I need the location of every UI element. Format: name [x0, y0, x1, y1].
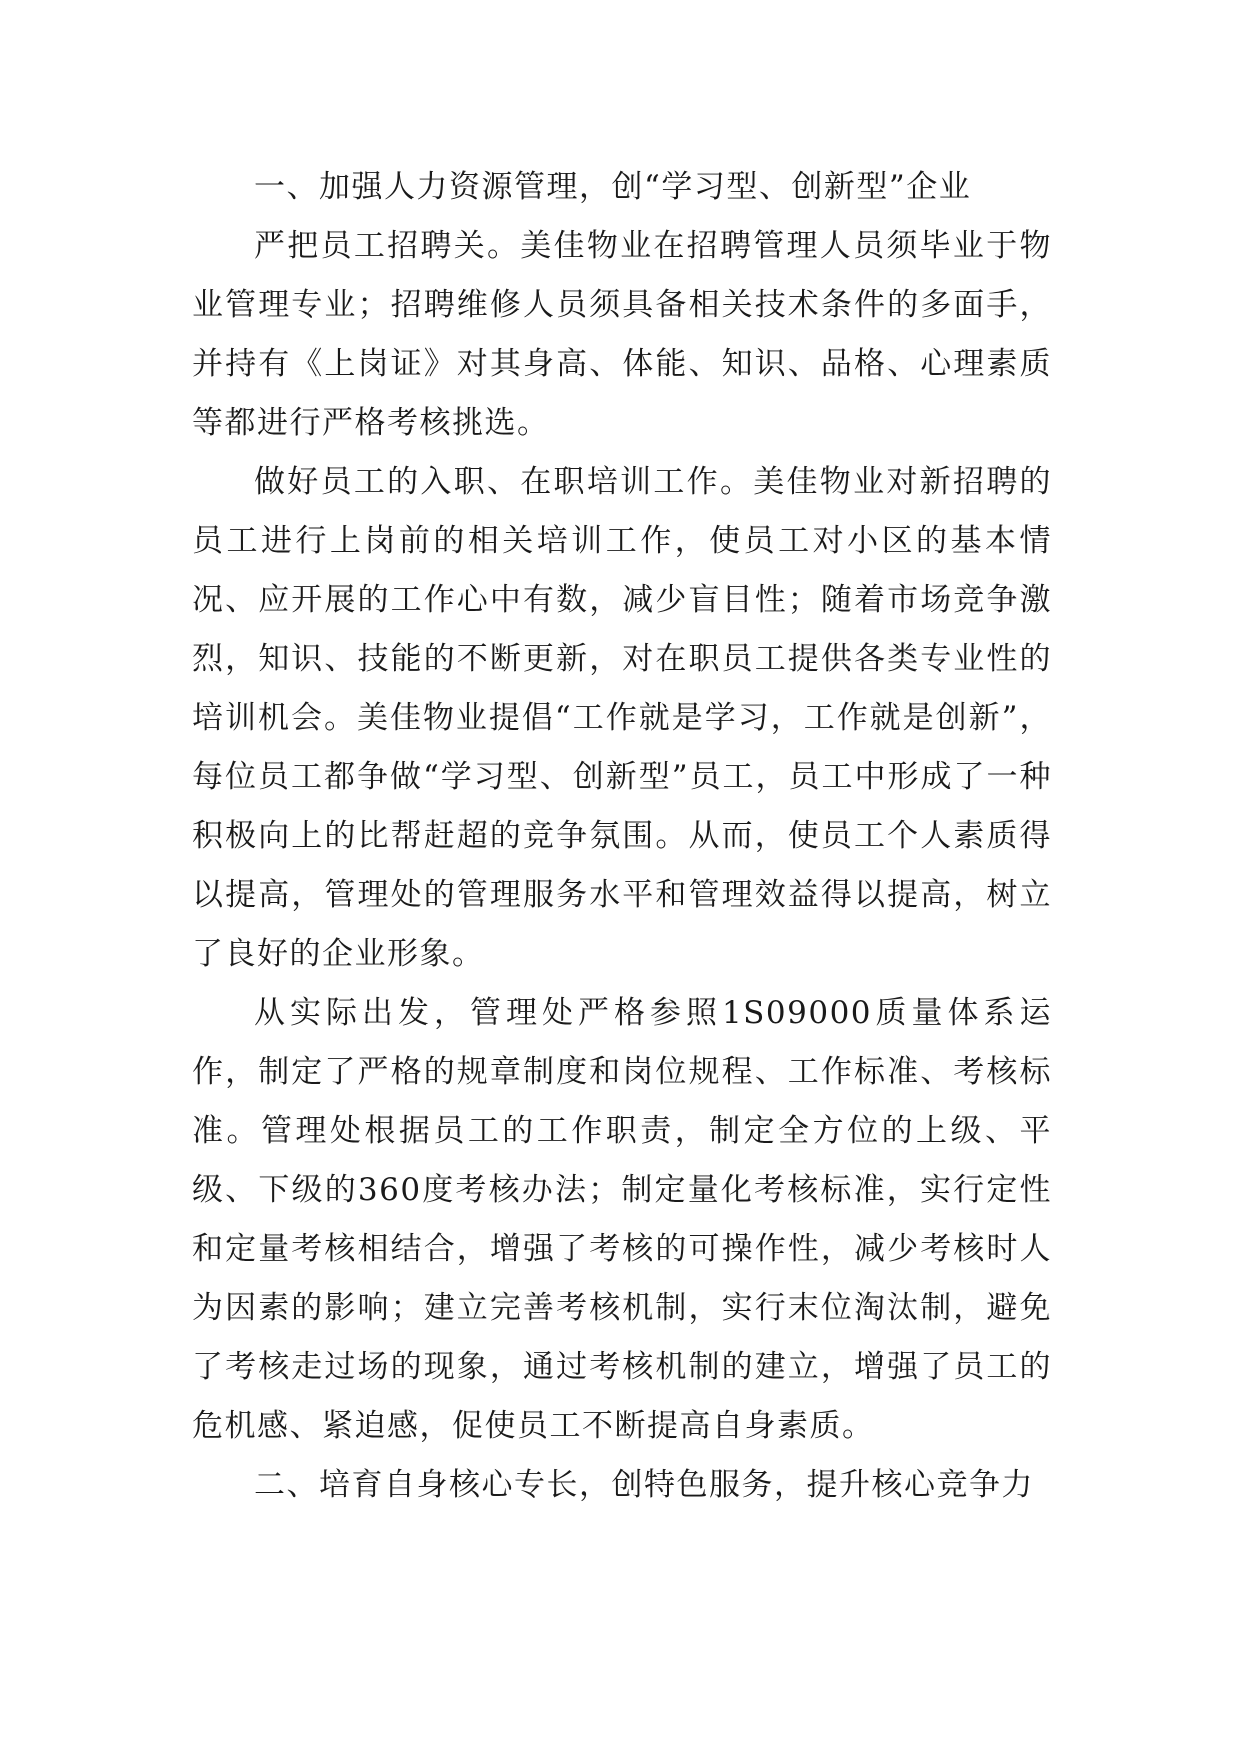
paragraph-recruitment: 严把员工招聘关。美佳物业在招聘管理人员须毕业于物业管理专业；招聘维修人员须具备相关技术条件的多面手，并持有《上岗证》对其身高、体能、知识、品格、心理素质等都进行严格考核挑选。 [192, 228, 1052, 441]
paragraph-training: 做好员工的入职、在职培训工作。美佳物业对新招聘的员工进行上岗前的相关培训工作，使员工对小区的基本情况、应开展的工作心中有数，减少盲目性；随着市场竞争激烈，知识、技能的不断更新，对在职员工提供各类专业性的培训机会。美佳物业提倡“工作就是学习，工作就是创新”，每位员工都争做“学习型、创新型”员工，员工中形成了一种积极向上的比帮赶超的竞争氛围。从而，使员工个人素质得以提高，管理处的管理服务水平和管理效益得以提高，树立了良好的企业形象。 [192, 464, 1052, 972]
section-heading-1: 一、加强人力资源管理，创“学习型、创新型”企业 [254, 169, 972, 205]
document-body [192, 158, 1052, 1515]
paragraph-assessment: 从实际出发，管理处严格参照1S09000质量体系运作，制定了严格的规章制度和岗位规程、工作标准、考核标准。管理处根据员工的工作职责，制定全方位的上级、平级、下级的360度考核办法；制定量化考核标准，实行定性和定量考核相结合，增强了考核的可操作性，减少考核时人为因素的影响；建立完善考核机制，实行末位淘汰制，避免了考核走过场的现象，通过考核机制的建立，增强了员工的危机感、紧迫感，促使员工不断提高自身素质。 [192, 995, 1052, 1444]
section-heading-2: 二、培育自身核心专长，创特色服务，提升核心竞争力 [254, 1467, 1034, 1503]
